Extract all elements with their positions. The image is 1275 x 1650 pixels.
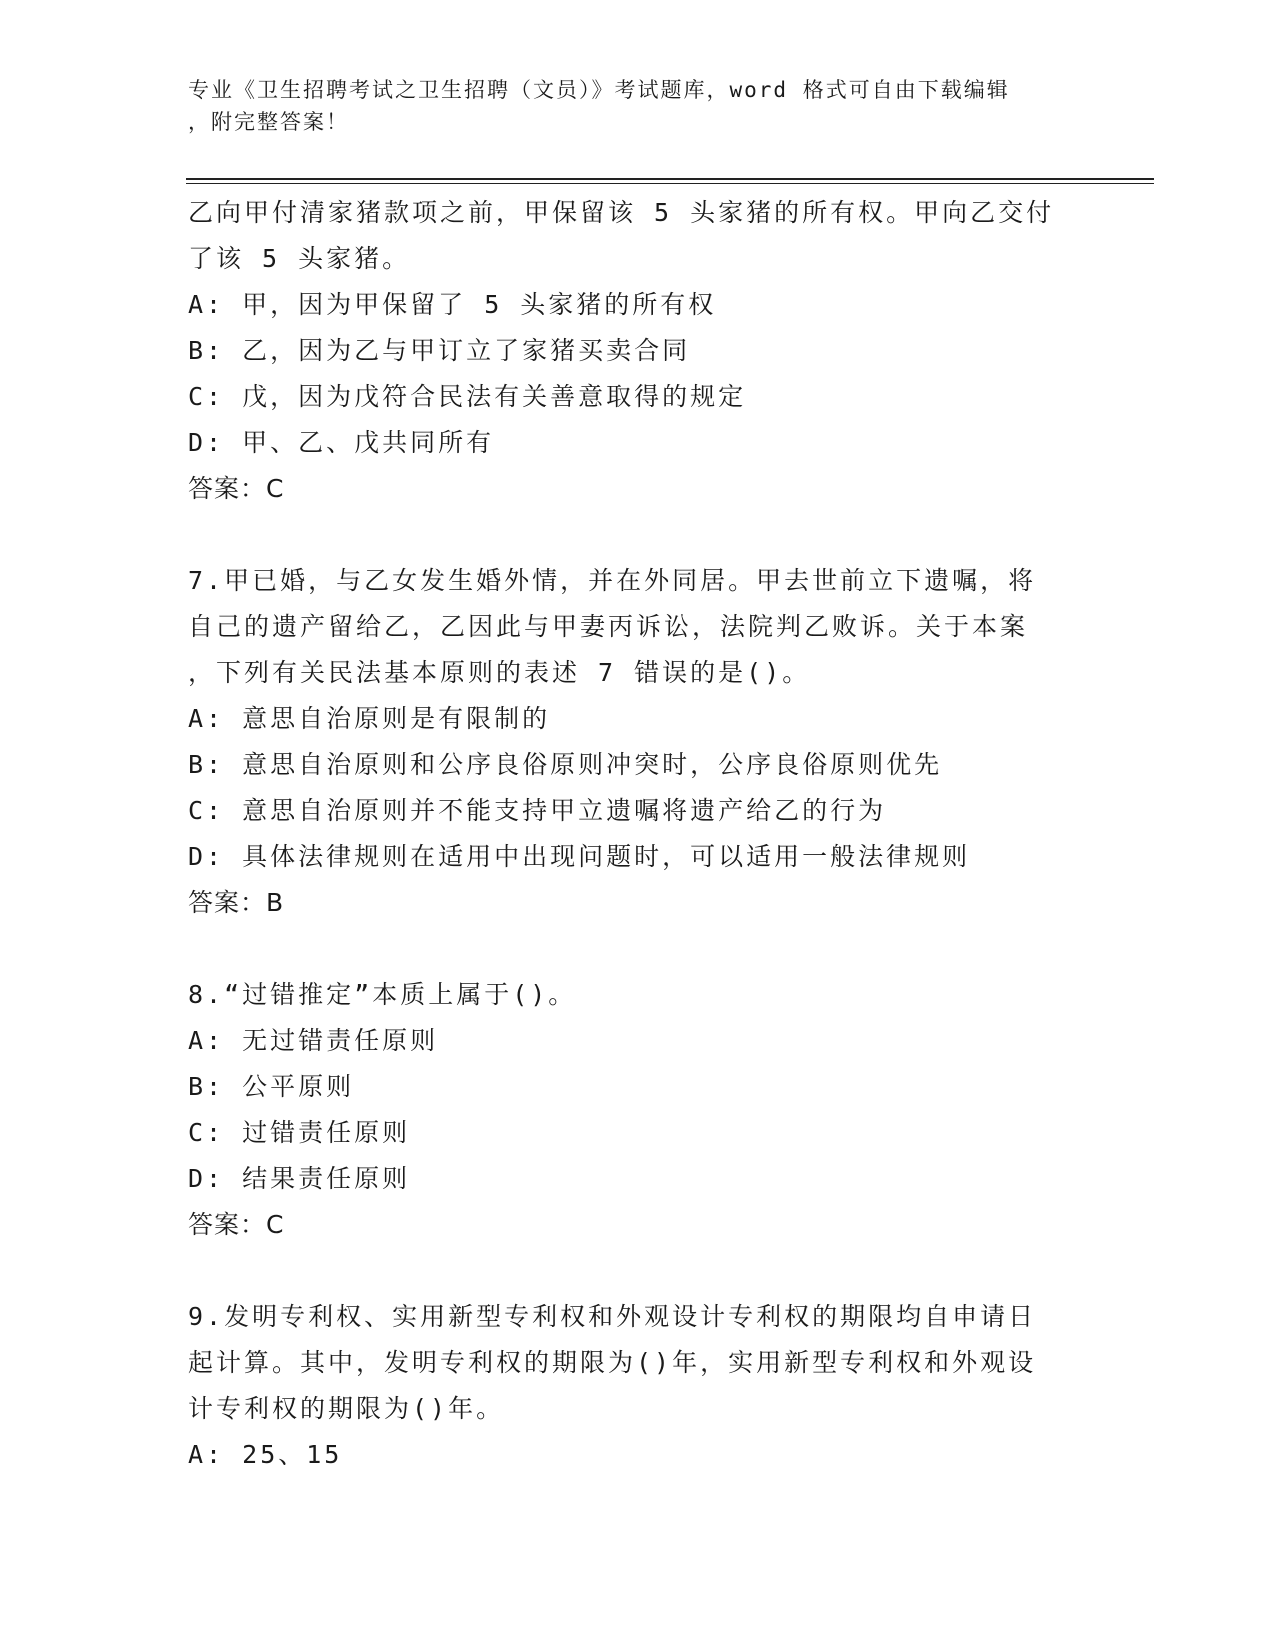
- question-stem-line: ，下列有关民法基本原则的表述 7 错误的是()。: [188, 658, 811, 687]
- question-stem-line: 起计算。其中，发明专利权的期限为()年，实用新型专利权和外观设: [188, 1348, 1037, 1377]
- answer-line: 答案：C: [188, 474, 285, 503]
- question-stem-line: 8.“过错推定”本质上属于()。: [188, 980, 577, 1009]
- spacer: [188, 926, 1068, 972]
- header-divider-thick: [186, 178, 1154, 180]
- option-c: C: 过错责任原则: [188, 1118, 411, 1147]
- option-b: B: 公平原则: [188, 1072, 355, 1101]
- option-a: A: 无过错责任原则: [188, 1026, 439, 1055]
- header-line-2: ，附完整答案！: [188, 110, 349, 134]
- question-stem-line: 乙向甲付清家猪款项之前，甲保留该 5 头家猪的所有权。甲向乙交付: [188, 198, 1055, 227]
- question-stem-line: 了该 5 头家猪。: [188, 244, 411, 273]
- question-stem-line: 7.甲已婚，与乙女发生婚外情，并在外同居。甲去世前立下遗嘱，将: [188, 566, 1037, 595]
- answer-line: 答案：B: [188, 888, 285, 917]
- question-7: [188, 558, 1068, 926]
- spacer: [188, 512, 1068, 558]
- option-a: A: 甲，因为甲保留了 5 头家猪的所有权: [188, 290, 717, 319]
- header-line-1: 专业《卫生招聘考试之卫生招聘（文员）》考试题库，word 格式可自由下载编辑: [188, 78, 1010, 102]
- option-a: A: 意思自治原则是有限制的: [188, 704, 551, 733]
- option-c: C: 意思自治原则并不能支持甲立遗嘱将遗产给乙的行为: [188, 796, 887, 825]
- option-a: A: 25、15: [188, 1440, 343, 1469]
- spacer: [188, 1248, 1068, 1294]
- question-9: [188, 1294, 1068, 1478]
- option-d: D: 甲、乙、戊共同所有: [188, 428, 495, 457]
- option-d: D: 具体法律规则在适用中出现问题时，可以适用一般法律规则: [188, 842, 971, 871]
- header-divider-thin: [186, 183, 1154, 184]
- answer-line: 答案：C: [188, 1210, 285, 1239]
- question-8: [188, 972, 1068, 1248]
- question-6: [188, 190, 1068, 512]
- option-d: D: 结果责任原则: [188, 1164, 411, 1193]
- question-stem-line: 自己的遗产留给乙，乙因此与甲妻丙诉讼，法院判乙败诉。关于本案: [188, 612, 1029, 641]
- question-content: [188, 190, 1068, 1478]
- option-b: B: 意思自治原则和公序良俗原则冲突时，公序良俗原则优先: [188, 750, 943, 779]
- question-stem-line: 计专利权的期限为()年。: [188, 1394, 505, 1423]
- document-header: [188, 74, 1068, 138]
- option-b: B: 乙，因为乙与甲订立了家猪买卖合同: [188, 336, 691, 365]
- option-c: C: 戊，因为戊符合民法有关善意取得的规定: [188, 382, 747, 411]
- question-stem-line: 9.发明专利权、实用新型专利权和外观设计专利权的期限均自申请日: [188, 1302, 1037, 1331]
